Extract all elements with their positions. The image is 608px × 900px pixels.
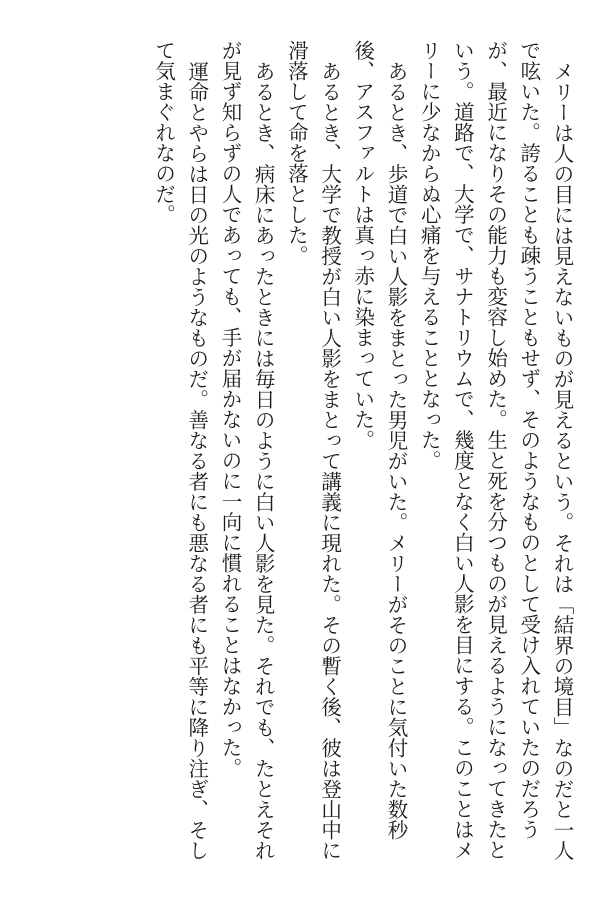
paragraph-5: 運命とやらは日の光のようなものだ。善なる者にも悪なる者にも平等に降り注ぎ、そして気まぐれなのだ。 <box>151 40 209 860</box>
paragraph-4: あるとき、病床にあったときには毎日のように白い人影を見た。それでも、たとえそれが見ず知らずの人であっても、手が届かないのに一向に慣れることはなかった。 <box>217 40 276 860</box>
vertical-text-body <box>146 40 578 880</box>
paragraph-2: あるとき、歩道で白い人影をまとった男児がいた。メリーがそのことに気付いた数秒後、アスファルトは真っ赤に染まっていた。 <box>350 40 408 840</box>
paragraph-3: あるとき、大学で教授が白い人影をまとって講義に現れた。その暫く後、彼は登山中に滑落して命を落とした。 <box>284 40 342 860</box>
paragraph-1: メリーは人の目には見えないものが見えるという。それは「結界の境目」なのだと一人で呟いた。誇ることも疎うこともせず、そのようなものとして受け入れていたのだろうが、最近になりその能力も変容し始めた。生と死を分つものが見えるようになってきたという。道路で、大学で、サナトリウムで、幾度となく白い人影を目にする。このことはメリーに少なからぬ心痛を与えることとなった。 <box>417 40 574 860</box>
